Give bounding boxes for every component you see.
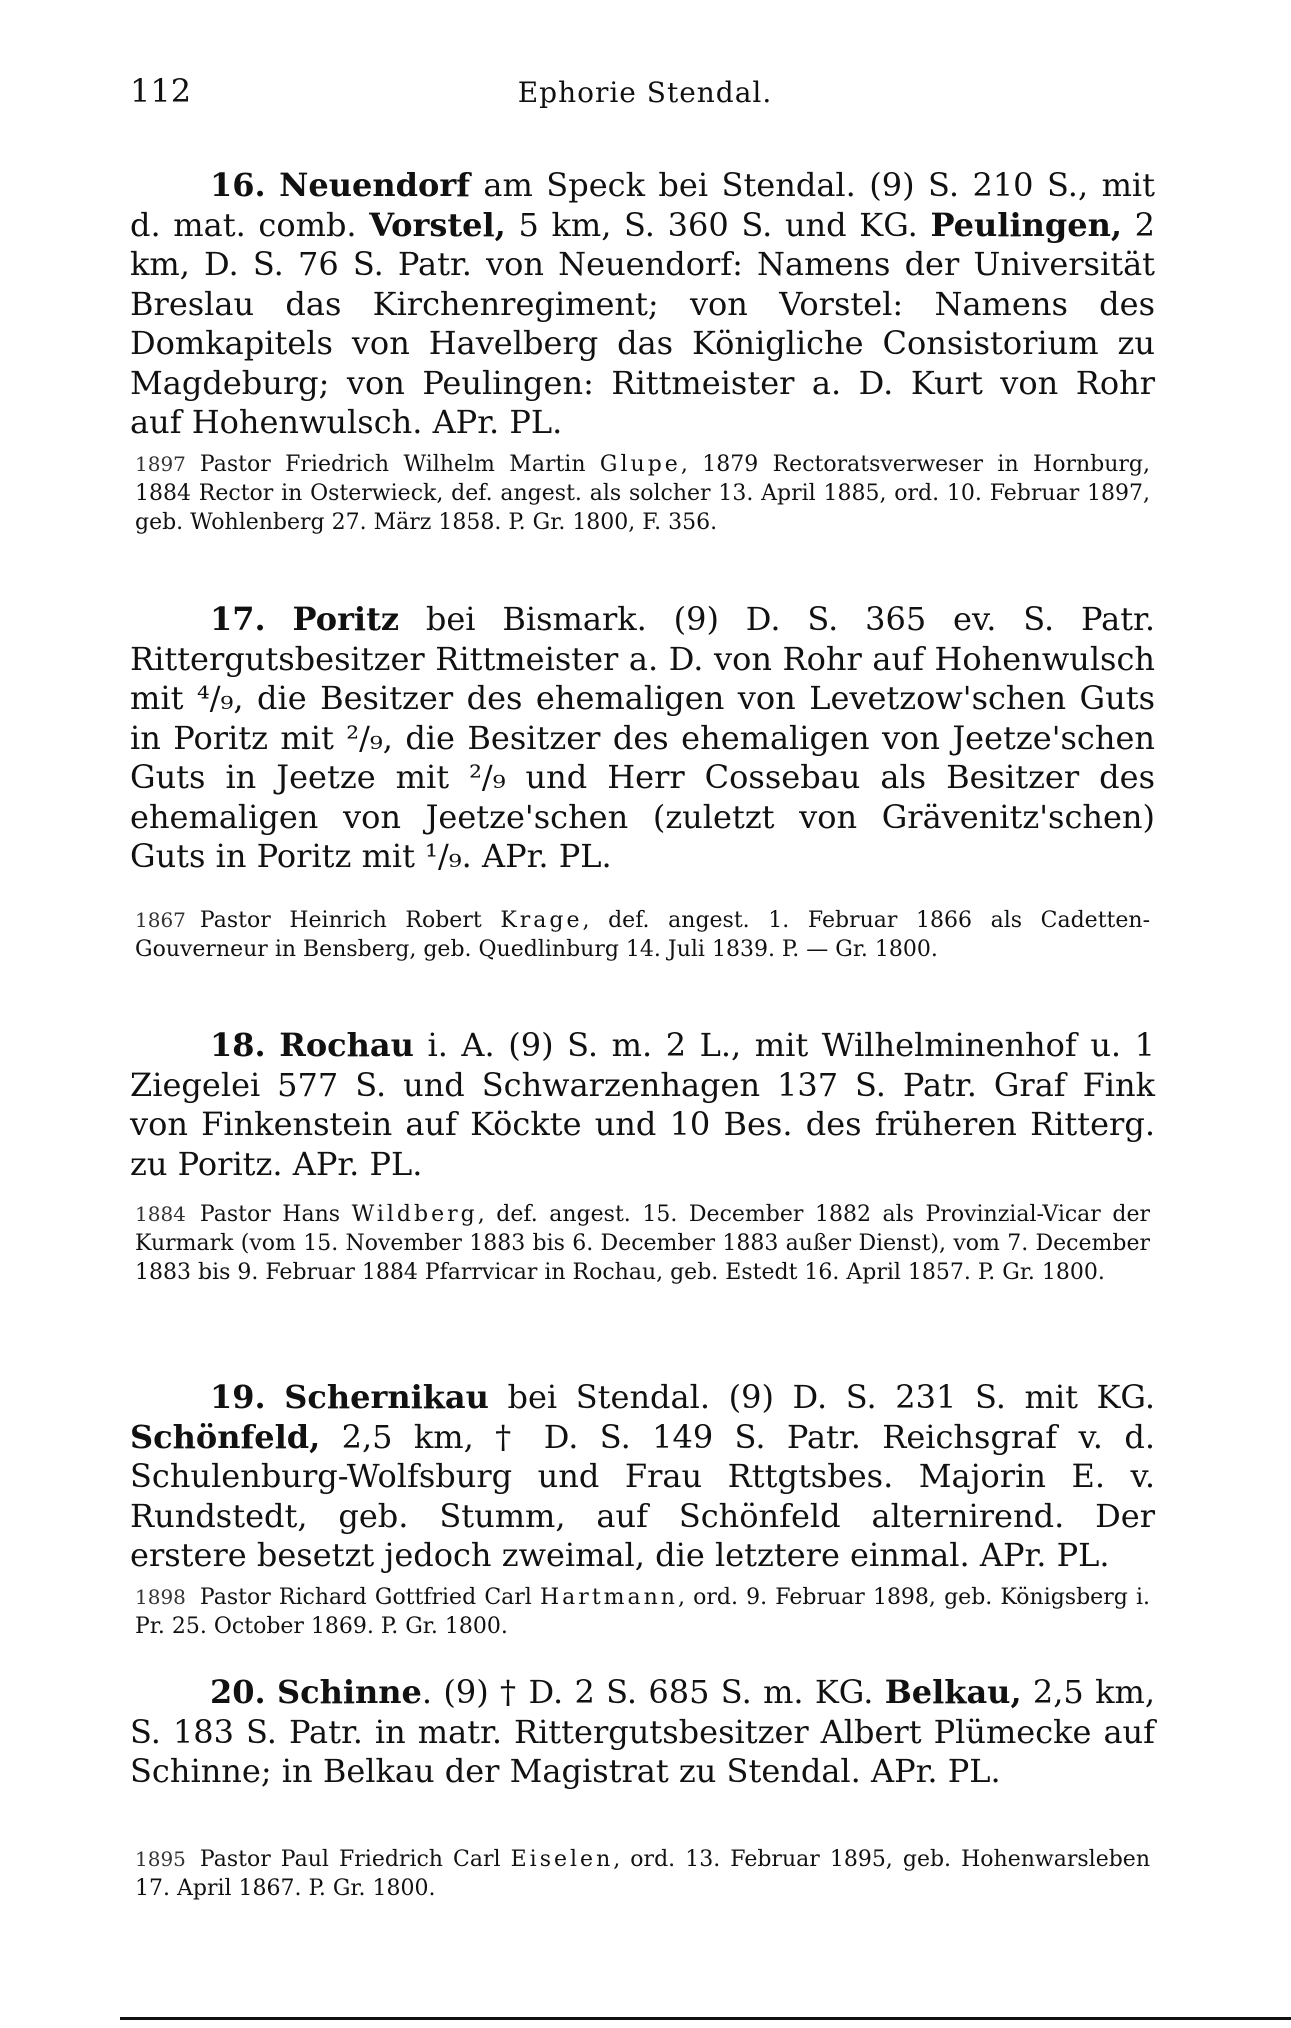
entry-body: bei Stendal. (9) D. S. 231 S. mit KG. — [488, 1378, 1156, 1416]
parish-entry-20 — [130, 1673, 1155, 1792]
pastor-year: 1897 — [135, 452, 186, 476]
pastor-year: 1884 — [135, 1202, 186, 1226]
pastor-year: 1898 — [135, 1585, 186, 1609]
pastor-year: 1867 — [135, 908, 186, 932]
pastor-record-19 — [135, 1583, 1150, 1641]
entry-body: am Speck bei Stendal. (9) S. 210 S., mit d. mat. comb. — [130, 166, 1155, 244]
entry-number: 18. — [210, 1026, 266, 1064]
pastor-name: Pastor Friedrich Wilhelm Martin — [199, 452, 600, 477]
parish-name: Schinne — [276, 1673, 422, 1711]
entry-body: bei Bismark. (9) D. S. 365 ev. S. Patr. Rittergutsbesitzer Rittmeister a. D. von Rohr auf Hohenwulsch mit ⁴/₉, die Besitzer des ehemaligen von Levetzow'schen Guts in Poritz mit ²/₉, die Besitzer des ehemaligen von Jeetze'schen Guts in Jeetze mit ²/₉ und Herr Cossebau als Besitzer des ehemaligen von Jeetze'schen (zuletzt von Grävenitz'schen) Guts in Poritz mit ¹/₉. APr. PL. — [130, 600, 1156, 875]
pastor-surname: Glupe — [599, 452, 681, 477]
pastor-details: , ord. 13. Februar 1895, geb. Hohenwarsleben 17. April 1867. P. Gr. 1800. — [135, 1847, 1150, 1901]
entry-text — [130, 1026, 1155, 1184]
pastor-surname: Wildberg — [351, 1202, 478, 1227]
entry-text — [130, 166, 1155, 443]
pastor-year: 1895 — [135, 1847, 186, 1871]
pastor-name: Pastor Paul Friedrich Carl — [199, 1847, 511, 1872]
parish-name: Neuendorf — [279, 166, 470, 204]
filial-name: Vorstel, — [369, 205, 506, 244]
entry-text — [130, 1673, 1155, 1792]
pastor-record-16 — [135, 450, 1150, 537]
running-title: Ephorie Stendal. — [517, 76, 773, 109]
entry-body: . (9) † D. 2 S. 685 S. m. KG. — [421, 1673, 885, 1711]
entry-body: i. A. (9) S. m. 2 L., mit Wilhelminenhof u. 1 Ziegelei 577 S. und Schwarzenhagen 137 S. Patr. Graf Fink von Finkenstein auf Köckte und 10 Bes. des früheren Ritterg. zu Poritz. APr. PL. — [130, 1026, 1156, 1183]
parish-name: Schernikau — [284, 1378, 489, 1416]
entry-text — [130, 600, 1155, 877]
page-header — [130, 72, 1160, 112]
bottom-rule — [120, 2017, 1291, 2020]
entry-body: 2,5 km, S. 183 S. Patr. in matr. Rittergutsbesitzer Albert Plümecke auf Schinne; in Belkau der Magistrat zu Stendal. APr. PL. — [130, 1673, 1155, 1790]
pastor-details: , 1879 Rectoratsverweser in Hornburg, 1884 Rector in Osterwieck, def. angest. als solcher 13. April 1885, ord. 10. Februar 1897, geb. Wohlenberg 27. März 1858. P. Gr. 1800, F. 356. — [135, 452, 1150, 535]
parish-entry-17 — [130, 600, 1155, 877]
entry-body: 5 km, S. 360 S. und KG. — [505, 205, 931, 244]
entry-body: 2,5 km, † D. S. 149 S. Patr. Reichsgraf v. d. Schulenburg-Wolfsburg und Frau Rttgtsbes. Majorin E. v. Rundstedt, geb. Stumm, auf Schönfeld alternirend. Der erstere besetzt jedoch zweimal, die letztere einmal. APr. PL. — [130, 1417, 1155, 1574]
parish-name: Rochau — [279, 1026, 414, 1064]
parish-name: Poritz — [292, 600, 400, 638]
pastor-surname: Hartmann — [540, 1585, 678, 1610]
parish-entry-19 — [130, 1378, 1155, 1576]
pastor-details: , def. angest. 1. Februar 1866 als Cadetten-Gouverneur in Bensberg, geb. Quedlinburg 14. Juli 1839. P. — Gr. 1800. — [135, 908, 1151, 962]
pastor-record-17 — [135, 906, 1150, 964]
filial-name: Schönfeld, — [130, 1417, 321, 1456]
filial-name: Peulingen, — [930, 205, 1122, 244]
entry-number: 17. — [210, 600, 266, 638]
pastor-surname: Eiselen — [510, 1847, 614, 1872]
pastor-record-18 — [135, 1200, 1150, 1287]
pastor-name: Pastor Richard Gottfried Carl — [199, 1585, 540, 1610]
filial-name: Belkau, — [884, 1673, 1022, 1711]
pastor-name: Pastor Hans — [199, 1202, 352, 1227]
entry-number: 20. — [210, 1673, 266, 1711]
pastor-details: , ord. 9. Februar 1898, geb. Königsberg i. Pr. 25. October 1869. P. Gr. 1800. — [135, 1585, 1150, 1639]
entry-number: 19. — [210, 1378, 266, 1416]
parish-entry-18 — [130, 1026, 1155, 1184]
entry-text — [130, 1378, 1155, 1576]
pastor-name: Pastor Heinrich Robert — [199, 908, 501, 933]
pastor-surname: Krage — [500, 908, 583, 933]
entry-body: 2 km, D. S. 76 S. Patr. von Neuendorf: Namens der Universität Breslau das Kirchenregiment; von Vorstel: Namens des Domkapitels von Havelberg das Königliche Consistorium zu Magdeburg; von Peulingen: Rittmeister a. D. Kurt von Rohr auf Hohenwulsch. APr. PL. — [130, 205, 1156, 441]
pastor-record-20 — [135, 1845, 1150, 1903]
parish-entry-16 — [130, 166, 1155, 443]
page-number: 112 — [130, 72, 192, 110]
pastor-details: , def. angest. 15. December 1882 als Provinzial-Vicar der Kurmark (vom 15. November 1883 bis 6. December 1883 außer Dienst), vom 7. December 1883 bis 9. Februar 1884 Pfarrvicar in Rochau, geb. Estedt 16. April 1857. P. Gr. 1800. — [135, 1202, 1150, 1285]
entry-number: 16. — [210, 166, 266, 204]
